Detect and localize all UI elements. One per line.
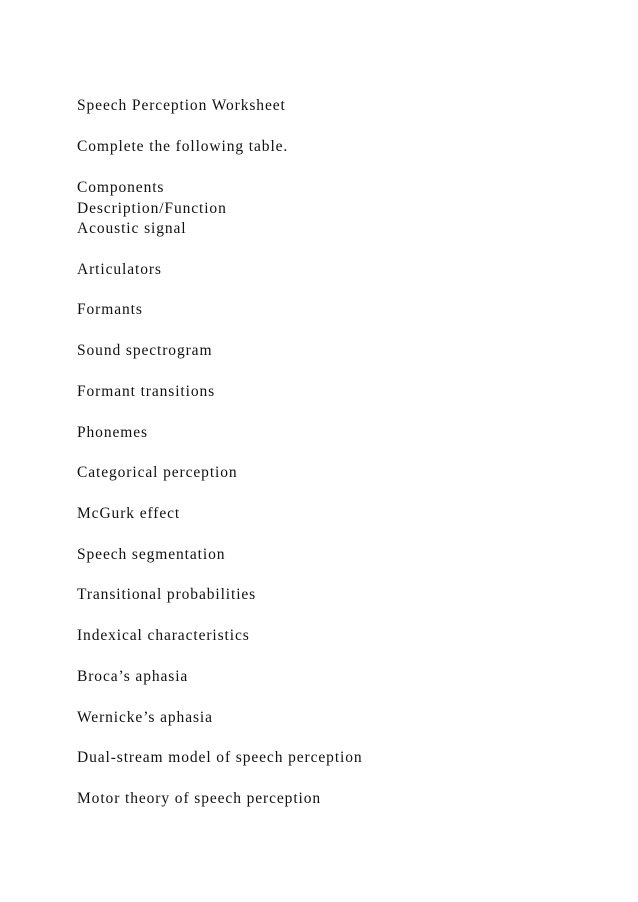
worksheet-title: Speech Perception Worksheet — [77, 97, 286, 114]
component-articulators: Articulators — [77, 261, 162, 278]
table-header-description: Description/Function — [77, 200, 227, 217]
component-wernickes-aphasia: Wernicke’s aphasia — [77, 709, 213, 726]
component-indexical-characteristics: Indexical characteristics — [77, 627, 250, 644]
worksheet-instruction: Complete the following table. — [77, 138, 289, 155]
component-dual-stream-model: Dual-stream model of speech perception — [77, 749, 363, 766]
component-speech-segmentation: Speech segmentation — [77, 546, 226, 563]
component-motor-theory: Motor theory of speech perception — [77, 790, 322, 807]
component-brocas-aphasia: Broca’s aphasia — [77, 668, 189, 685]
component-transitional-probabilities: Transitional probabilities — [77, 586, 257, 603]
component-sound-spectrogram: Sound spectrogram — [77, 342, 213, 359]
component-mcgurk-effect: McGurk effect — [77, 505, 181, 522]
component-categorical-perception: Categorical perception — [77, 464, 238, 481]
component-formant-transitions: Formant transitions — [77, 383, 216, 400]
component-phonemes: Phonemes — [77, 424, 148, 441]
component-formants: Formants — [77, 301, 143, 318]
component-acoustic-signal: Acoustic signal — [77, 220, 187, 237]
table-header-components: Components — [77, 179, 165, 196]
